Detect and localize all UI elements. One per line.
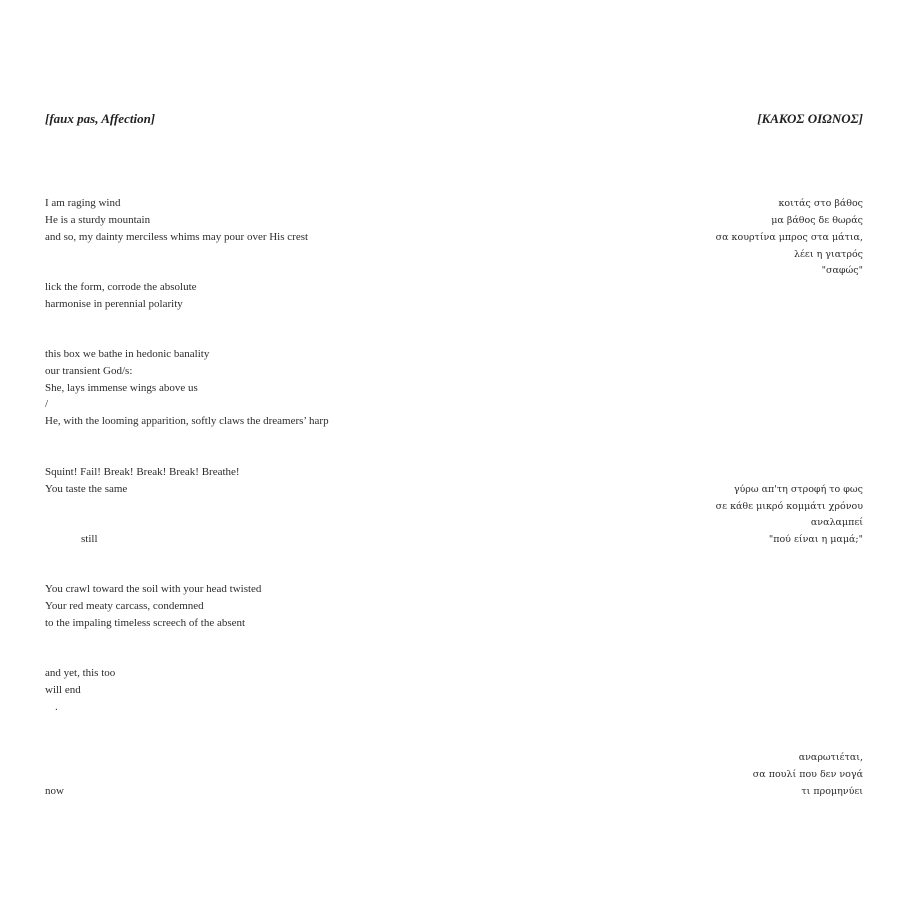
left-poem-line: now — [45, 785, 64, 797]
left-poem-line: to the impaling timeless screech of the absent — [45, 617, 246, 629]
left-poem-line: will end — [45, 684, 81, 696]
left-poem-period: . — [55, 701, 58, 713]
right-poem-line: λέει η γιατρός — [793, 249, 863, 260]
right-poem-title: [ΚΑΚΟΣ ΟΙΩΝΟΣ] — [757, 111, 863, 126]
right-poem-line: γύρω απ'τη στροφή το φως — [733, 484, 863, 495]
left-poem-line: He, with the looming apparition, softly claws the dreamers’ harp — [45, 415, 329, 427]
left-poem-line: this box we bathe in hedonic banality — [45, 348, 210, 360]
left-poem-line: and so, my dainty merciless whims may pour over His crest — [45, 231, 309, 243]
right-poem-line: κοιτάς στο βάθος — [778, 198, 863, 209]
left-poem-line: Your red meaty carcass, condemned — [45, 600, 204, 612]
right-poem-line: "πού είναι η μαμά;" — [768, 534, 863, 545]
left-poem-line: our transient God/s: — [45, 365, 133, 377]
left-poem-line: lick the form, corrode the absolute — [45, 281, 197, 293]
left-poem-line: She, lays immense wings above us — [45, 382, 198, 394]
left-poem-line: / — [45, 398, 49, 410]
right-poem-line: σε κάθε μικρό κομμάτι χρόνου — [715, 501, 863, 512]
left-poem-line: I am raging wind — [45, 197, 121, 209]
left-poem-line: and yet, this too — [45, 667, 116, 679]
left-poem-line: harmonise in perennial polarity — [45, 298, 183, 310]
right-poem-line: αναλαμπεί — [810, 517, 863, 528]
left-poem-title: [faux pas, Affection] — [45, 111, 156, 126]
right-poem-line: σα κουρτίνα μπρος στα μάτια, — [715, 232, 863, 243]
left-poem-line: He is a sturdy mountain — [45, 214, 151, 226]
left-poem-line: You taste the same — [45, 483, 128, 495]
left-poem-line: You crawl toward the soil with your head twisted — [45, 583, 262, 595]
left-poem-line-indented: still — [81, 533, 98, 545]
right-poem-line: μα βάθος δε θωράς — [771, 215, 863, 226]
left-poem-line: Squint! Fail! Break! Break! Break! Breathe! — [45, 466, 240, 478]
right-poem-line: "σαφώς" — [821, 265, 863, 276]
right-poem-line: τι προμηνύει — [801, 786, 863, 797]
right-poem-line: σα πουλί που δεν νογά — [752, 769, 863, 780]
right-poem-line: αναρωτιέται, — [798, 752, 863, 763]
